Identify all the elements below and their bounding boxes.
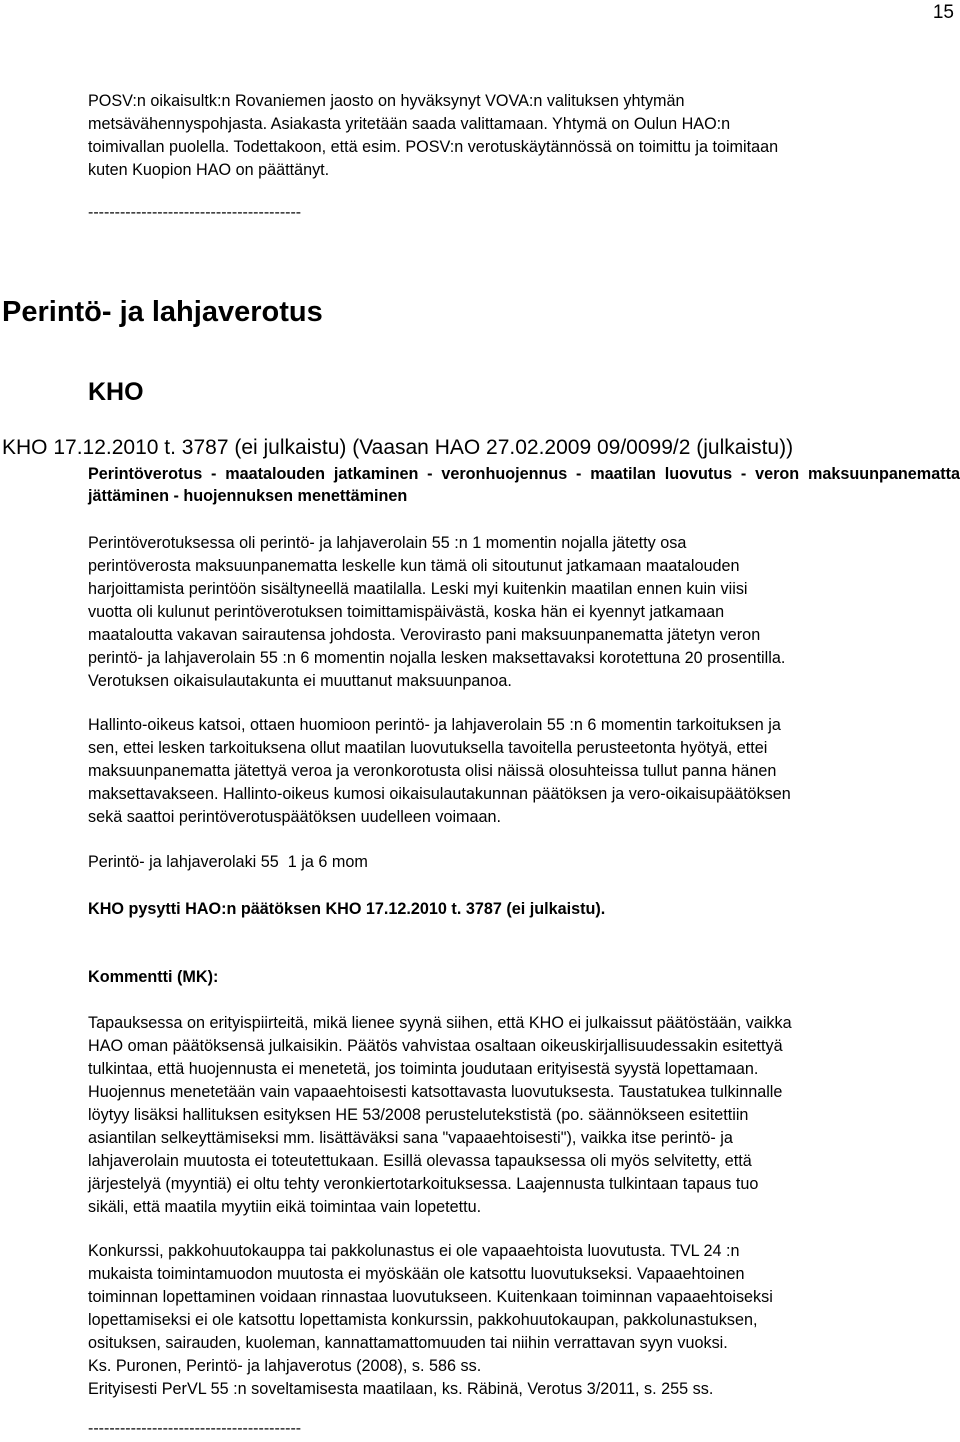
case-keywords: Perintöverotus - maatalouden jatkaminen - veronhuojennus - maatilan luovutus - veron maksuunpanematta jättäminen - huojennuksen menettäminen (88, 465, 960, 505)
text-line: lopettamiseksi ei ole katsottu lopettamista konkurssin, pakkohuutokaupan, pakkolunastuksen, (88, 1311, 758, 1329)
case-paragraph-1 (88, 532, 958, 693)
text-line: HAO oman päätöksensä julkaisikin. Päätös vahvistaa osaltaan oikeuskirjallisuudessakin esitettyä (88, 1037, 783, 1055)
text-line: Konkurssi, pakkohuutokauppa tai pakkolunastus ei ole vapaaehtoista luovutusta. TVL 24 :n (88, 1242, 740, 1260)
text-line: Huojennus menetetään vain vapaaehtoisesti katsottavasta luovutuksesta. Taustatukea tulkinnalle (88, 1083, 783, 1101)
subsection-heading: KHO (88, 378, 144, 406)
text-line: perintöverosta maksuunpanematta leskelle kun tämä oli sitoutunut jatkamaan maatalouden (88, 557, 740, 575)
section-heading: Perintö- ja lahjaverotus (2, 296, 323, 328)
text-line: tulkintaa, että huojennusta ei menetetä, jos toiminta joudutaan erityisestä syystä lopettamaan. (88, 1060, 759, 1078)
text-line: Hallinto-oikeus katsoi, ottaen huomioon perintö- ja lahjaverolain 55 :n 6 momentin tarkoituksen ja (88, 716, 781, 734)
text-line: sen, ettei lesken tarkoituksena ollut maatilan luovutuksella tavoitella perusteetonta hyötyä, ettei (88, 739, 768, 757)
text-line: lahjaverolain muutosta ei toteutettukaan. Esillä olevassa tapauksessa oli myös selvitetty, että (88, 1152, 752, 1170)
divider-bottom: ---------------------------------------- (88, 1420, 302, 1437)
text-line: Tapauksessa on erityispiirteitä, mikä lienee syynä siihen, että KHO ei julkaissut päätöstään, vaikka (88, 1014, 792, 1032)
text-line: Ks. Puronen, Perintö- ja lahjaverotus (2008), s. 586 ss. (88, 1357, 482, 1375)
text-line: kuten Kuopion HAO on päättänyt. (88, 161, 330, 179)
text-line: perintö- ja lahjaverolain 55 :n 6 momentin nojalla lesken maksettavaksi korotettuna 20 prosentilla. (88, 649, 786, 667)
text-line: POSV:n oikaisultk:n Rovaniemen jaosto on hyväksynyt VOVA:n valituksen yhtymän (88, 92, 685, 110)
case-paragraph-2 (88, 714, 958, 829)
text-line: asiantilan selkeyttämiseksi mm. lisättäväksi sana "vapaaehtoisesti"), vaikka itse perintö- ja (88, 1129, 733, 1147)
text-line: maksuunpanematta jätettyä veroa ja veronkorotusta olisi näissä olosuhteissa tullut panna hänen (88, 762, 777, 780)
page-number: 15 (932, 2, 954, 23)
text-line: toiminnan lopettaminen voidaan rinnastaa luovutukseen. Kuitenkaan toiminnan vapaaehtoiseksi (88, 1288, 773, 1306)
text-line: toimivallan puolella. Todettakoon, että esim. POSV:n verotuskäytännössä on toimittu ja toimitaan (88, 138, 779, 156)
text-line: Erityisesti PerVL 55 :n soveltamisesta maatilaan, ks. Räbinä, Verotus 3/2011, s. 255 ss. (88, 1380, 714, 1398)
text-line: Verotuksen oikaisulautakunta ei muuttanut maksuunpanoa. (88, 672, 512, 690)
text-line: sekä saattoi perintöverotuspäätöksen uudelleen voimaan. (88, 808, 502, 826)
law-reference: Perintö- ja lahjaverolaki 55 1 ja 6 mom (88, 853, 368, 871)
text-line: harjoittamista perintöön sisältyneellä maatilalla. Leski myi kuitenkin maatilan ennen kuin viisi (88, 580, 748, 598)
text-line: maataloutta vakavan sairautensa johdosta. Verovirasto pani maksuunpanematta jätetyn veron (88, 626, 761, 644)
text-line: sikäli, että maatila myytiin eikä toimintaa vain lopetettu. (88, 1198, 482, 1216)
comment-paragraph-1 (88, 1012, 958, 1219)
text-line: osituksen, sairauden, kuoleman, kannattamattomuuden tai niihin verrattavan syyn vuoksi. (88, 1334, 728, 1352)
decision-text: KHO pysytti HAO:n päätöksen KHO 17.12.2010 t. 3787 (ei julkaistu). (88, 900, 606, 918)
comment-heading: Kommentti (MK): (88, 968, 219, 986)
intro-paragraph (88, 90, 958, 182)
text-line: vuotta oli kulunut perintöverotuksen toimittamispäivästä, koska hän ei kyennyt jatkamaan (88, 603, 725, 621)
text-line: löytyy lisäksi hallituksen esityksen HE 53/2008 perustelutekstistä (po. säännökseen esitettiin (88, 1106, 749, 1124)
text-line: järjestelyä (myyntiä) ei oltu tehty veronkiertotarkoituksessa. Laajennusta tulkintaan tapaus tuo (88, 1175, 759, 1193)
text-line: metsävähennyspohjasta. Asiakasta yritetään saada valittamaan. Yhtymä on Oulun HAO:n (88, 115, 731, 133)
divider-top: ---------------------------------------- (88, 204, 302, 221)
comment-paragraph-2 (88, 1240, 958, 1401)
case-title: KHO 17.12.2010 t. 3787 (ei julkaistu) (Vaasan HAO 27.02.2009 09/0099/2 (julkaistu)) (2, 436, 794, 459)
text-line: Perintöverotuksessa oli perintö- ja lahjaverolain 55 :n 1 momentin nojalla jätetty osa (88, 534, 687, 552)
text-line: mukaista toimintamuodon muutosta ei myöskään ole katsottu luovutukseksi. Vapaaehtoinen (88, 1265, 745, 1283)
text-line: maksettavakseen. Hallinto-oikeus kumosi oikaisulautakunnan päätöksen ja vero-oikaisupäätöksen (88, 785, 791, 803)
